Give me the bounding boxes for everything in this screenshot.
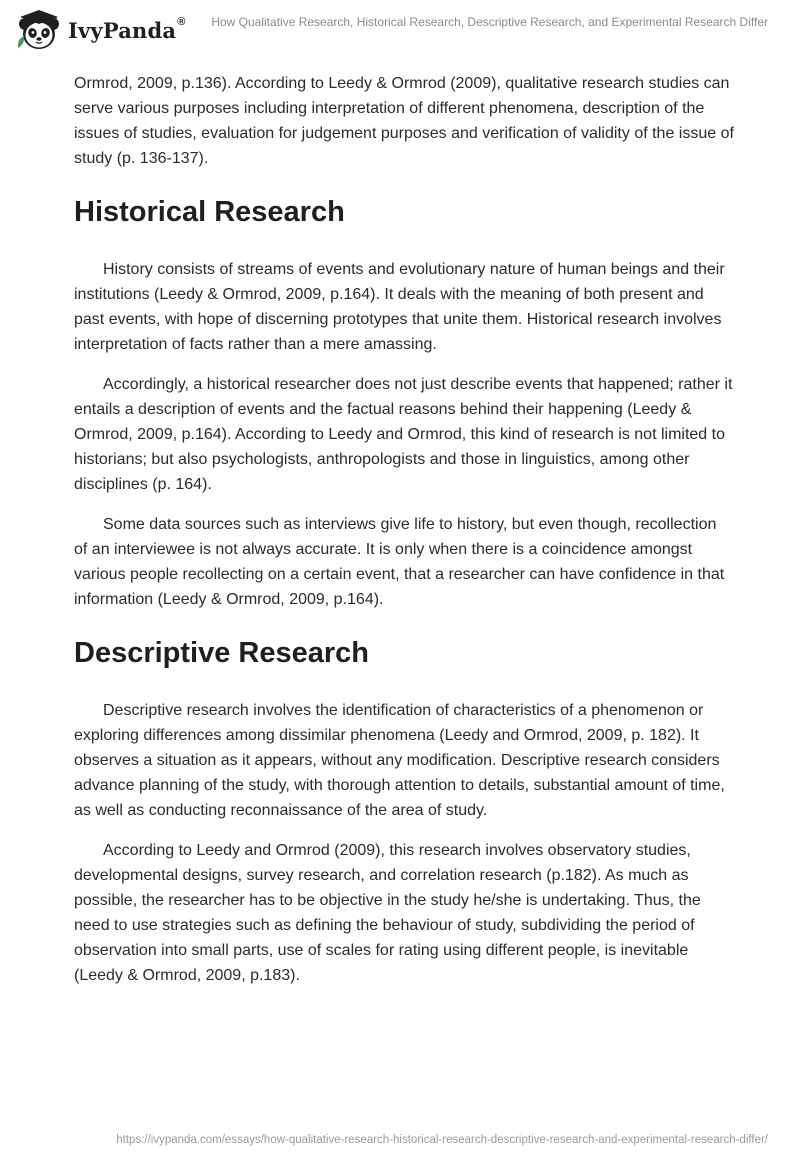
paragraph-intro: Ormrod, 2009, p.136). According to Leedy & Ormrod (2009), qualitative research studies can serve various purposes including interpretation of different phenomena, description of the issues of studies, evaluation for judgement purposes and verification of validity of the issue of study (p. 136-137). bbox=[74, 75, 734, 167]
footer-url[interactable]: https://ivypanda.com/essays/how-qualitative-research-historical-research-descriptive-research-and-experimental-research-differ/ bbox=[116, 1134, 768, 1146]
essay-content bbox=[74, 71, 734, 1003]
panda-graduate-icon bbox=[16, 8, 62, 52]
paragraph-historical-3: Some data sources such as interviews give life to history, but even though, recollection of an interviewee is not always accurate. It is only when there is a coincidence amongst various people recollecting on a certain event, that a researcher can have confidence in that information (Leedy & Ormrod, 2009, p.164). bbox=[74, 516, 725, 608]
paragraph-historical-1: History consists of streams of events and evolutionary nature of human beings and their institutions (Leedy & Ormrod, 2009, p.164). It deals with the meaning of both present and past events, with hope of discerning prototypes that unite them. Historical research involves interpretation of facts rather than a mere amassing. bbox=[74, 261, 725, 353]
document-title: How Qualitative Research, Historical Research, Descriptive Research, and Experimental Research Differ bbox=[211, 15, 768, 29]
registered-mark: ® bbox=[177, 15, 186, 28]
paragraph-descriptive-2: According to Leedy and Ormrod (2009), this research involves observatory studies, developmental designs, survey research, and correlation research (p.182). As much as possible, the researcher has to be objective in the study he/she is undertaking. Thus, the need to use strategies such as defining the behaviour of study, subdividing the period of observation into small parts, use of scales for rating using different people, is inevitable (Leedy & Ormrod, 2009, p.183). bbox=[74, 842, 701, 984]
paragraph-historical-2: Accordingly, a historical researcher does not just describe events that happened; rather it entails a description of events and the factual reasons behind their happening (Leedy & Ormrod, 2009, p.164). According to Leedy and Ormrod, this kind of research is not limited to historians; but also psychologists, anthropologists and those in linguistics, among other disciplines (p. 164). bbox=[74, 376, 733, 493]
heading-descriptive-research: Descriptive Research bbox=[74, 637, 369, 669]
logo-text: IvyPanda® bbox=[68, 15, 186, 43]
heading-historical-research: Historical Research bbox=[74, 196, 345, 228]
ivypanda-logo[interactable] bbox=[16, 8, 186, 52]
paragraph-descriptive-1: Descriptive research involves the identification of characteristics of a phenomenon or exploring differences among dissimilar phenomena (Leedy and Ormrod, 2009, p. 182). It observes a situation as it appears, without any modification. Descriptive research considers advance planning of the study, with thorough attention to details, substantial amount of time, as well as conducting reconnaissance of the area of study. bbox=[74, 702, 725, 819]
page-header bbox=[0, 0, 800, 60]
